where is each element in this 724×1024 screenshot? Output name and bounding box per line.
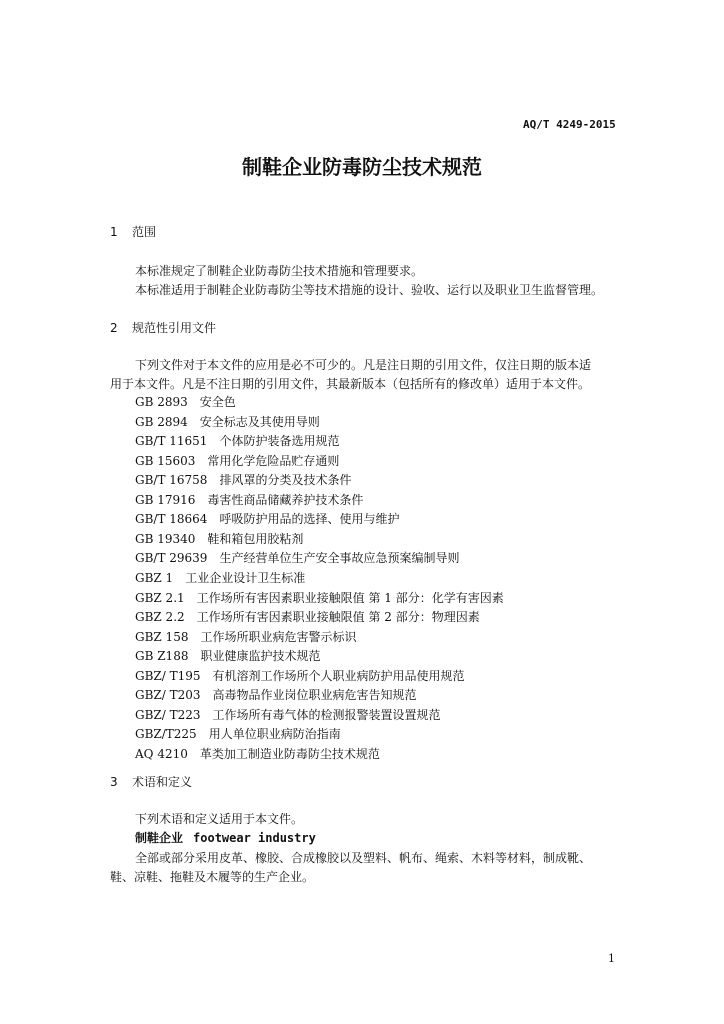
section-number: 2 bbox=[110, 321, 118, 335]
section-title: 术语和定义 bbox=[132, 775, 193, 789]
reference-code: AQ 4210 bbox=[135, 747, 188, 761]
reference-code: GB 15603 bbox=[135, 454, 196, 468]
section-title: 范围 bbox=[132, 225, 157, 239]
reference-item bbox=[135, 413, 320, 430]
section-title: 规范性引用文件 bbox=[132, 321, 217, 335]
reference-title: 工业企业设计卫生标准 bbox=[185, 571, 306, 585]
reference-title: 用人单位职业病防治指南 bbox=[208, 727, 341, 741]
reference-item bbox=[135, 608, 480, 625]
reference-item bbox=[135, 706, 441, 723]
references-intro-line: 下列文件对于本文件的应用是必不可少的。凡是注日期的引用文件，仅注日期的版本适 bbox=[135, 358, 592, 372]
scope-paragraph: 本标准规定了制鞋企业防毒防尘技术措施和管理要求。 bbox=[135, 264, 424, 278]
reference-item bbox=[135, 569, 305, 586]
reference-title: 毒害性商品储藏养护技术条件 bbox=[207, 493, 364, 507]
reference-item bbox=[135, 471, 351, 488]
reference-code: GB 19340 bbox=[135, 532, 196, 546]
section-number: 1 bbox=[110, 225, 118, 239]
reference-code: GB/T 29639 bbox=[135, 551, 208, 565]
reference-code: GBZ 1 bbox=[135, 571, 174, 585]
reference-title: 工作场所有害因素职业接触限值 第 1 部分：化学有害因素 bbox=[196, 591, 504, 605]
reference-item bbox=[135, 530, 303, 547]
reference-title: 工作场所职业病危害警示标识 bbox=[200, 630, 357, 644]
reference-title: 工作场所有毒气体的检测报警装置设置规范 bbox=[212, 708, 441, 722]
reference-item bbox=[135, 686, 417, 703]
reference-item bbox=[135, 510, 399, 527]
reference-title: 高毒物品作业岗位职业病危害告知规范 bbox=[212, 688, 417, 702]
reference-code: GBZ 2.2 bbox=[135, 610, 185, 624]
reference-title: 职业健康监护技术规范 bbox=[200, 649, 321, 663]
reference-title: 安全色 bbox=[199, 395, 236, 409]
section-1-heading bbox=[110, 223, 156, 240]
reference-title: 呼吸防护用品的选择、使用与维护 bbox=[219, 512, 400, 526]
reference-item bbox=[135, 491, 363, 508]
reference-title: 安全标志及其使用导则 bbox=[199, 415, 320, 429]
reference-title: 工作场所有害因素职业接触限值 第 2 部分：物理因素 bbox=[196, 610, 480, 624]
term-definition-line: 鞋、凉鞋、拖鞋及木履等的生产企业。 bbox=[110, 870, 315, 884]
reference-code: GBZ/ T223 bbox=[135, 708, 201, 722]
term-entry bbox=[135, 829, 316, 846]
reference-code: GB/T 11651 bbox=[135, 434, 208, 448]
references-intro-line: 用于本文件。凡是不注日期的引用文件，其最新版本（包括所有的修改单）适用于本文件。 bbox=[110, 377, 591, 391]
reference-code: GBZ/ T195 bbox=[135, 669, 201, 683]
reference-item bbox=[135, 393, 236, 410]
reference-item bbox=[135, 432, 339, 449]
reference-code: GB/T 18664 bbox=[135, 512, 208, 526]
reference-item bbox=[135, 452, 339, 469]
reference-item bbox=[135, 667, 465, 684]
section-2-heading bbox=[110, 319, 216, 336]
reference-title: 有机溶剂工作场所个人职业病防护用品使用规范 bbox=[212, 669, 465, 683]
scope-paragraph: 本标准适用于制鞋企业防毒防尘等技术措施的设计、验收、运行以及职业卫生监督管理。 bbox=[135, 283, 604, 297]
reference-item bbox=[135, 549, 459, 566]
reference-code: GBZ/T225 bbox=[135, 727, 197, 741]
reference-title: 革类加工制造业防毒防尘技术规范 bbox=[199, 747, 380, 761]
reference-item bbox=[135, 647, 320, 664]
term-definition-line: 全部或部分采用皮革、橡胶、合成橡胶以及塑料、帆布、绳索、木料等材料，制成靴、 bbox=[135, 851, 592, 865]
reference-code: GBZ 2.1 bbox=[135, 591, 185, 605]
term-english: footwear industry bbox=[193, 831, 316, 845]
standard-code: AQ/T 4249-2015 bbox=[523, 118, 616, 131]
reference-title: 常用化学危险品贮存通则 bbox=[207, 454, 340, 468]
section-number: 3 bbox=[110, 775, 118, 789]
reference-item bbox=[135, 745, 380, 762]
reference-title: 鞋和箱包用胶粘剂 bbox=[207, 532, 304, 546]
page-number: 1 bbox=[608, 952, 615, 965]
section-3-heading bbox=[110, 773, 192, 790]
reference-title: 生产经营单位生产安全事故应急预案编制导则 bbox=[219, 551, 460, 565]
reference-code: GB/T 16758 bbox=[135, 473, 208, 487]
reference-code: GB Z188 bbox=[135, 649, 189, 663]
document-title: 制鞋企业防毒防尘技术规范 bbox=[242, 155, 482, 179]
reference-item bbox=[135, 725, 341, 742]
reference-code: GBZ 158 bbox=[135, 630, 189, 644]
reference-code: GB 2893 bbox=[135, 395, 188, 409]
reference-item bbox=[135, 628, 356, 645]
reference-item bbox=[135, 589, 504, 606]
reference-title: 排风罩的分类及技术条件 bbox=[219, 473, 352, 487]
reference-code: GBZ/ T203 bbox=[135, 688, 201, 702]
terms-intro: 下列术语和定义适用于本文件。 bbox=[135, 812, 304, 826]
reference-code: GB 2894 bbox=[135, 415, 188, 429]
term-chinese: 制鞋企业 bbox=[135, 831, 184, 845]
reference-code: GB 17916 bbox=[135, 493, 196, 507]
reference-title: 个体防护装备选用规范 bbox=[219, 434, 340, 448]
